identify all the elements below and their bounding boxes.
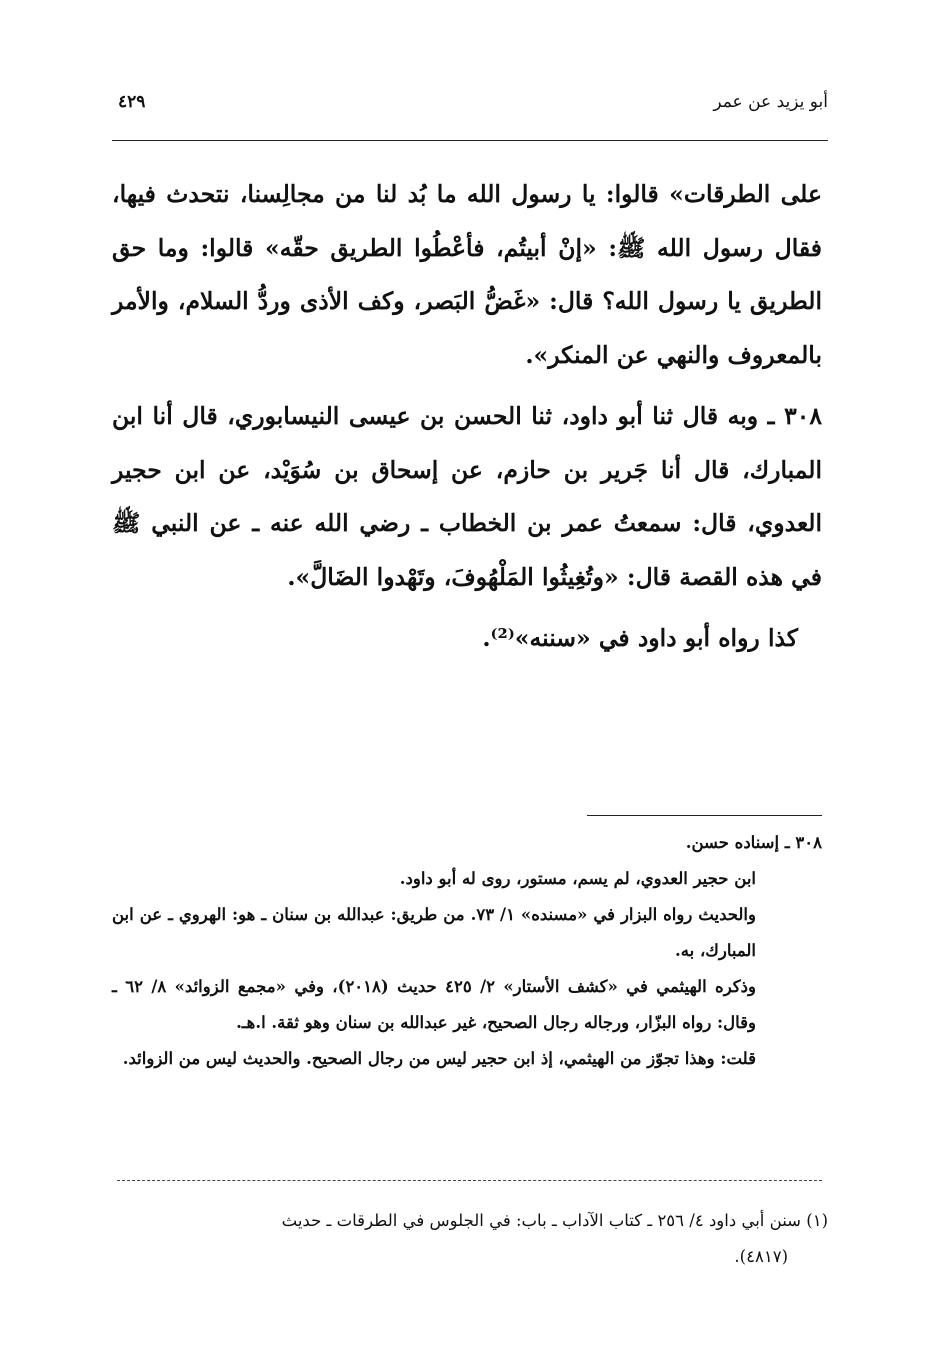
paragraph-3: كذا رواه أبو داود في «سننه»⁽²⁾. (482, 624, 798, 652)
main-text (112, 168, 822, 666)
note-line: والحديث رواه البزار في «مسنده» ١/ ٧٣. من طريق: عبدالله بن سنان ـ هو: الهروي ـ عن ابن المبارك، به. (112, 905, 756, 960)
footnote-line: (١) سنن أبي داود ٤/ ٢٥٦ ـ كتاب الآداب ـ باب: في الجلوس في الطرقات ـ حديث (281, 1211, 828, 1230)
note-line: وذكره الهيثمي في «كشف الأستار» ٢/ ٤٢٥ حديث (٢٠١٨)، وفي «مجمع الزوائد» ٨/ ٦٢ ـ وقال: رواه البزّار، ورجاله رجال الصحيح، غير عبدالله بن سنان وهو ثقة. ا.هـ. (112, 977, 756, 1032)
hadith-notes (112, 825, 822, 1077)
page-number: ٤٢٩ (118, 92, 146, 112)
note-line: ٣٠٨ ـ إسناده حسن. (685, 833, 822, 852)
note-line: قلت: وهذا تجوّز من الهيثمي، إذ ابن حجير ليس من رجال الصحيح. والحديث ليس من الزوائد. (122, 1049, 756, 1068)
page-header (112, 92, 828, 126)
paragraph-1: على الطرقات» قالوا: يا رسول الله ما بُد لنا من مجالِسنا، نتحدث فيها، فقال رسول الله ﷺ: «إنْ أبيتُم، فأعْطُوا الطريق حقّه» قالوا: وما حق الطريق يا رسول الله؟ قال: «غَضُّ البَصر، وكف الأذى وردُّ السلام، والأمر بالمعروف والنهي عن المنكر». (112, 180, 822, 369)
notes-separator (587, 815, 822, 816)
footnote-line: (٤٨١٧). (734, 1247, 788, 1266)
footnote-separator (117, 1180, 822, 1181)
header-rule (112, 140, 828, 141)
running-head: أبو يزيد عن عمر (713, 92, 828, 112)
footnote (112, 1203, 828, 1275)
note-line: ابن حجير العدوي، لم يسم، مستور، روى له أبو داود. (399, 869, 756, 888)
paragraph-2: ٣٠٨ ـ وبه قال ثنا أبو داود، ثنا الحسن بن عيسى النيسابوري، قال أنا ابن المبارك، قال أنا جَرير بن حازم، عن إسحاق بن سُوَيْد، عن ابن حجير العدوي، قال: سمعتُ عمر بن الخطاب ـ رضي الله عنه ـ عن النبي ﷺ في هذه القصة قال: «وتُغِيثُوا المَلْهُوفَ، وتَهْدوا الضَالَّ». (112, 402, 822, 591)
